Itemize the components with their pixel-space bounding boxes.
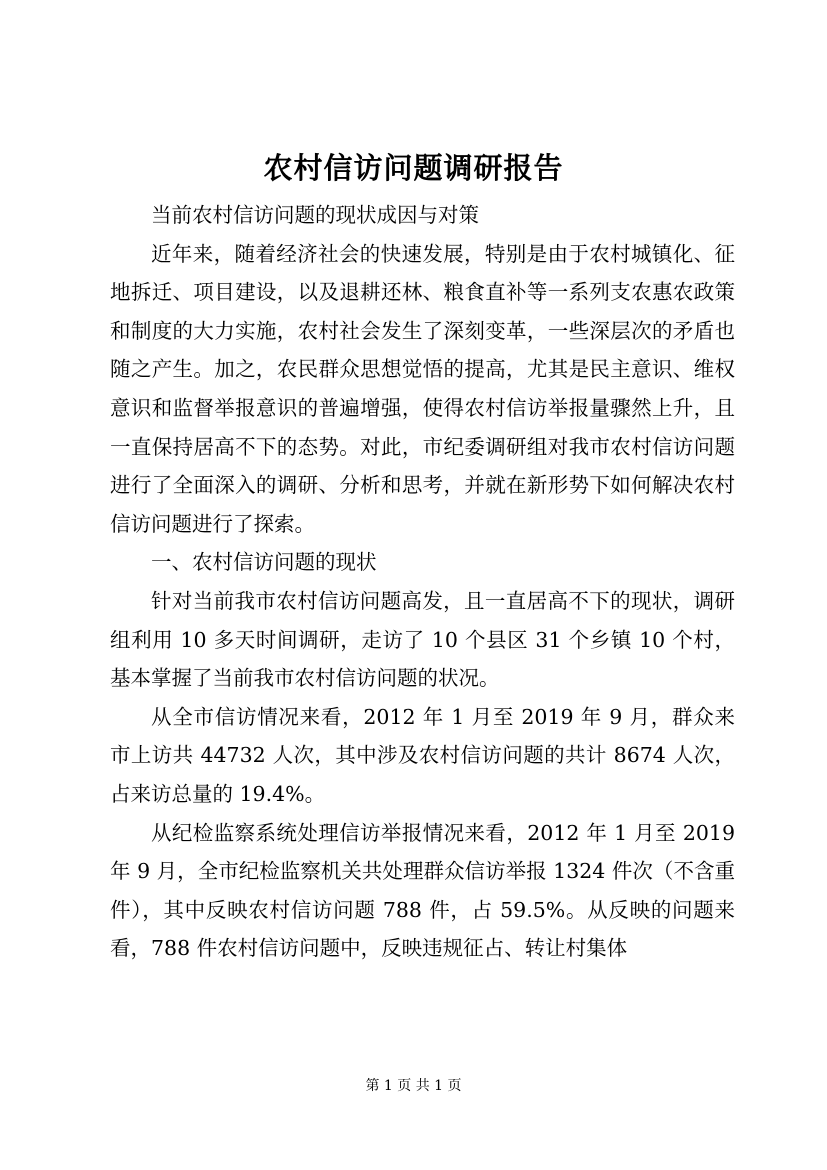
page-footer xyxy=(0,1076,827,1096)
section-heading: 一、农村信访问题的现状 xyxy=(151,550,377,575)
document-title: 农村信访问题调研报告 xyxy=(263,151,564,185)
document-body xyxy=(110,196,735,968)
page-number: 第 1 页 xyxy=(365,1078,412,1094)
body-paragraph: 近年来，随着经济社会的快速发展，特别是由于农村城镇化、征地拆迁、项目建设，以及退耕还林、粮食直补等一系列支农惠农政策和制度的大力实施，农村社会发生了深刻变革，一些深层次的矛盾也随之产生。加之，农民群众思想觉悟的提高，尤其是民主意识、维权意识和监督举报意识的普遍增强，使得农村信访举报量骤然上升，且一直保持居高不下的态势。对此，市纪委调研组对我市农村信访问题进行了全面深入的调研、分析和思考，并就在新形势下如何解决农村信访问题进行了探索。 xyxy=(110,241,735,536)
body-paragraph: 针对当前我市农村信访问题高发，且一直居高不下的现状，调研组利用 10 多天时间调研，走访了 10 个县区 31 个乡镇 10 个村，基本掌握了当前我市农村信访问题的状况。 xyxy=(110,588,735,691)
subtitle-paragraph: 当前农村信访问题的现状成因与对策 xyxy=(151,203,479,227)
page-total: 共 1 页 xyxy=(415,1078,462,1094)
body-paragraph: 从全市信访情况来看，2012 年 1 月至 2019 年 9 月，群众来市上访共 44732 人次，其中涉及农村信访问题的共计 8674 人次，占来访总量的 19.4%。 xyxy=(110,704,735,806)
body-paragraph: 从纪检监察系统处理信访举报情况来看，2012 年 1 月至 2019 年 9 月，全市纪检监察机关共处理群众信访举报 1324 件次（不含重件），其中反映农村信访问题 788 件，占 59.5%。从反映的问题来看，788 件农村信访问题中，反映违规征占、转让村集体 xyxy=(110,820,735,961)
